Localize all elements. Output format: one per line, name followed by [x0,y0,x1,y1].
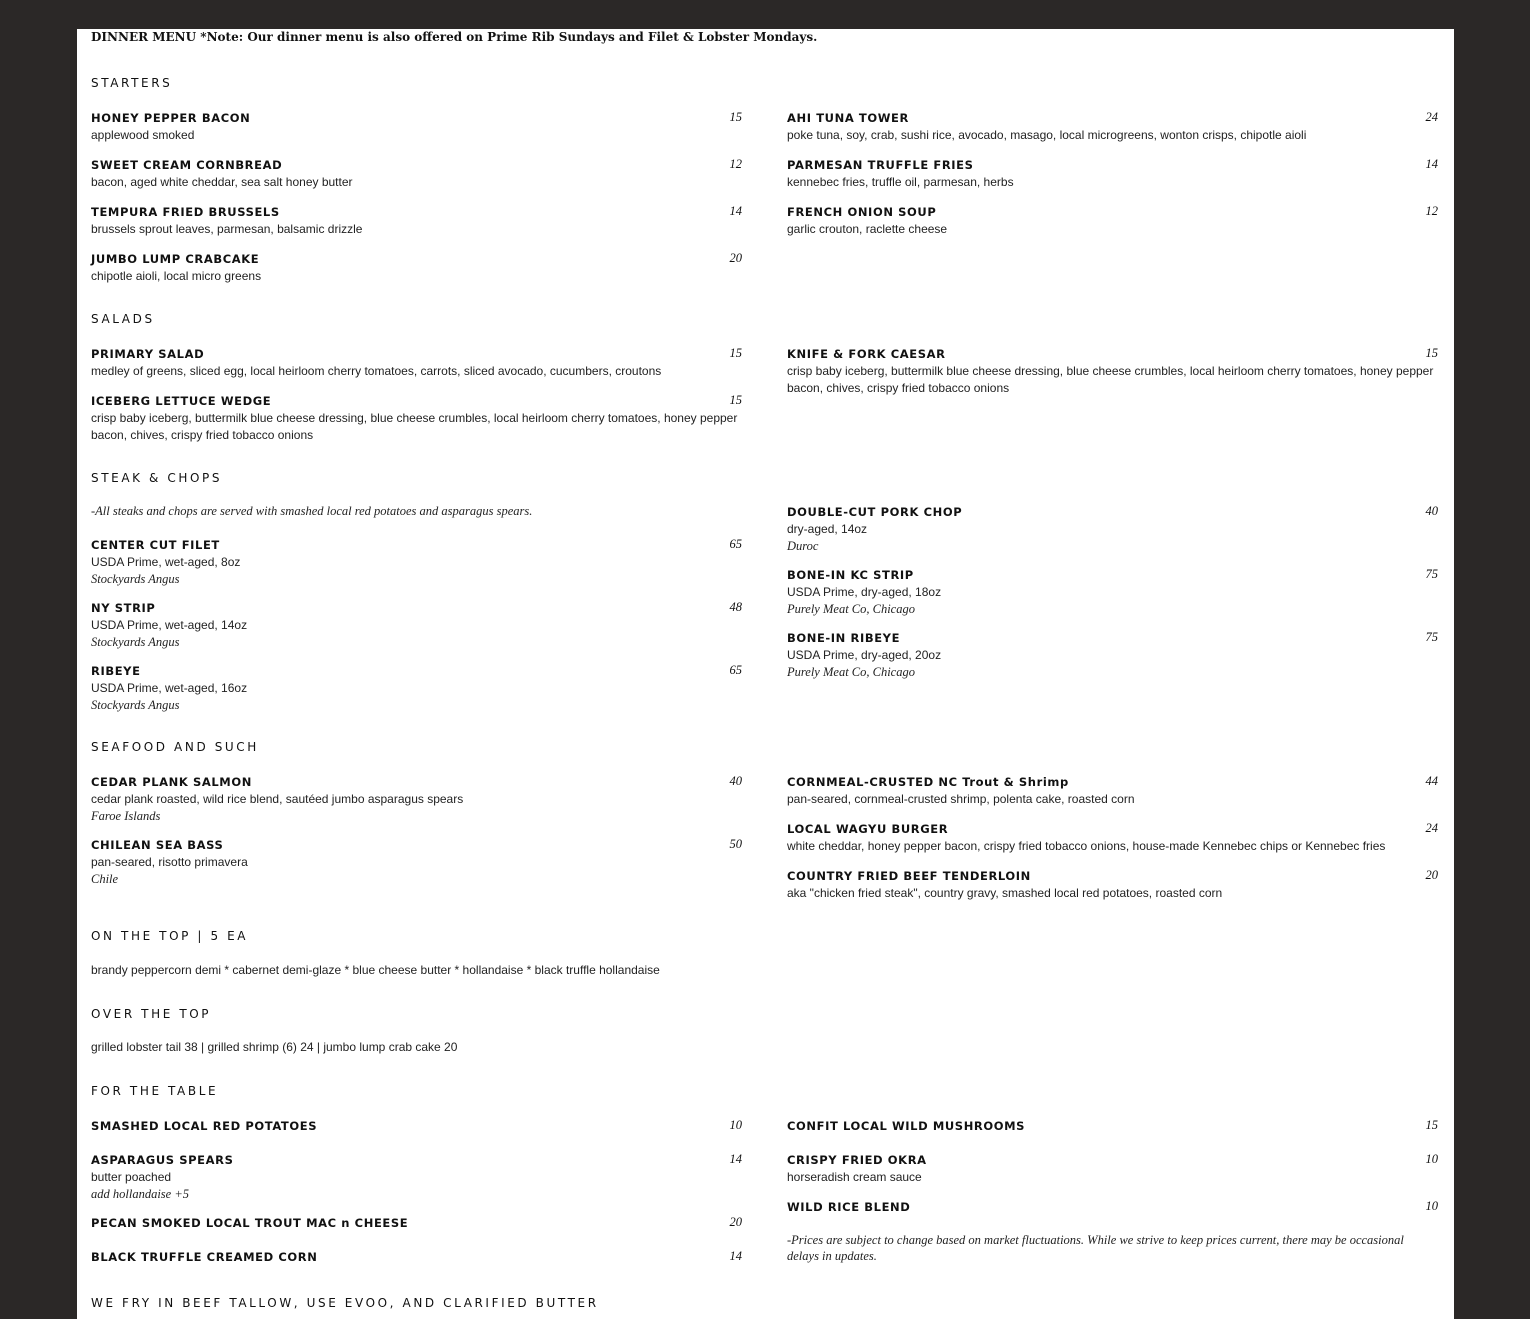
menu-item [91,774,742,824]
item-name: ICEBERG LETTUCE WEDGE [91,394,272,408]
section-title-for-the-table: FOR THE TABLE [91,1084,219,1098]
item-description: USDA Prime, wet-aged, 8oz [91,555,241,569]
item-name: HONEY PEPPER BACON [91,111,251,125]
item-price: 20 [729,1215,742,1229]
item-description: pan-seared, risotto primavera [91,855,248,869]
menu-item [91,251,742,285]
item-price: 20 [729,251,742,265]
item-name: CENTER CUT FILET [91,538,220,552]
menu-item [787,630,1438,680]
item-price: 40 [1425,504,1438,518]
item-description: USDA Prime, dry-aged, 20oz [787,648,942,662]
menu-item [787,110,1438,144]
menu-item [787,504,1438,554]
item-price: 44 [1425,774,1438,788]
item-name: SWEET CREAM CORNBREAD [91,158,283,172]
item-origin: Duroc [787,539,819,553]
menu-item [91,393,742,444]
item-description: chipotle aioli, local micro greens [91,269,262,283]
item-name: BONE-IN RIBEYE [787,631,901,645]
item-description: USDA Prime, dry-aged, 18oz [787,585,942,599]
item-description: crisp baby iceberg, buttermilk blue cheese dressing, blue cheese crumbles, local heirloom cherry tomatoes, honey pepper bacon, chives, crispy fried tobacco onions [91,411,738,442]
item-price: 15 [729,393,742,407]
item-name: CRISPY FRIED OKRA [787,1153,927,1167]
item-addon: add hollandaise +5 [91,1187,190,1201]
item-name: CHILEAN SEA BASS [91,838,224,852]
item-price: 10 [729,1118,742,1132]
item-origin: Purely Meat Co, Chicago [787,602,915,616]
item-description: crisp baby iceberg, buttermilk blue cheese dressing, blue cheese crumbles, local heirloom cherry tomatoes, honey pepper bacon, chives, crispy fried tobacco onions [787,364,1434,395]
item-name: FRENCH ONION SOUP [787,205,937,219]
steaks-note: -All steaks and chops are served with smashed local red potatoes and asparagus spears. [91,504,533,518]
item-price: 15 [1425,1118,1438,1132]
menu-item [91,1215,742,1232]
item-name: AHI TUNA TOWER [787,111,909,125]
item-price: 65 [729,537,742,551]
menu-item [787,157,1438,191]
menu-item [787,868,1438,902]
item-name: BONE-IN KC STRIP [787,568,914,582]
section-title-seafood: SEAFOOD AND SUCH [91,740,259,754]
item-name: PRIMARY SALAD [91,347,205,361]
item-name: PARMESAN TRUFFLE FRIES [787,158,974,172]
item-name: DOUBLE-CUT PORK CHOP [787,505,963,519]
item-price: 15 [1425,346,1438,360]
item-description: kennebec fries, truffle oil, parmesan, herbs [787,175,1014,189]
item-price: 40 [729,774,742,788]
item-price: 14 [729,1249,742,1263]
prices-disclaimer: -Prices are subject to change based on market fluctuations. While we strive to keep prices current, there may be occasional delays in updates. [787,1233,1404,1263]
item-price: 14 [729,1152,742,1166]
menu-page [77,29,1454,1319]
item-description: white cheddar, honey pepper bacon, crispy fried tobacco onions, house-made Kennebec chips or Kennebec fries [787,839,1386,853]
item-price: 10 [1425,1152,1438,1166]
item-origin: Stockyards Angus [91,635,180,649]
item-price: 14 [1425,157,1438,171]
section-title-salads: SALADS [91,312,155,326]
menu-item [91,1249,742,1266]
menu-item [787,1118,1438,1135]
item-name: WILD RICE BLEND [787,1200,911,1214]
item-price: 15 [729,110,742,124]
item-origin: Chile [91,872,119,886]
item-name: KNIFE & FORK CAESAR [787,347,946,361]
menu-item [787,821,1438,855]
over-the-top-text: grilled lobster tail 38 | grilled shrimp (6) 24 | jumbo lump crab cake 20 [91,1040,458,1054]
menu-item [91,663,742,713]
item-description: horseradish cream sauce [787,1170,922,1184]
item-description: aka "chicken fried steak", country gravy, smashed local red potatoes, roasted corn [787,886,1223,900]
section-title-steaks: STEAK & CHOPS [91,471,223,485]
menu-item [91,110,742,144]
item-name: JUMBO LUMP CRABCAKE [91,252,260,266]
item-name: SMASHED LOCAL RED POTATOES [91,1119,318,1133]
item-description: pan-seared, cornmeal-crusted shrimp, polenta cake, roasted corn [787,792,1135,806]
item-description: bacon, aged white cheddar, sea salt honey butter [91,175,353,189]
item-price: 10 [1425,1199,1438,1213]
menu-item [91,204,742,238]
item-price: 75 [1425,567,1438,581]
menu-item [787,567,1438,617]
item-description: medley of greens, sliced egg, local heirloom cherry tomatoes, carrots, sliced avocado, cucumbers, croutons [91,364,662,378]
menu-item [787,204,1438,238]
item-name: CEDAR PLANK SALMON [91,775,252,789]
item-price: 50 [729,837,742,851]
item-origin: Faroe Islands [91,809,161,823]
item-price: 12 [729,157,742,171]
menu-item [91,157,742,191]
section-title-footer: WE FRY IN BEEF TALLOW, USE EVOO, AND CLARIFIED BUTTER [91,1296,599,1310]
section-title-on-the-top: ON THE TOP | 5 EA [91,929,249,943]
item-name: LOCAL WAGYU BURGER [787,822,949,836]
item-price: 24 [1425,821,1438,835]
menu-item [91,1152,742,1202]
item-description: brussels sprout leaves, parmesan, balsamic drizzle [91,222,363,236]
item-name: TEMPURA FRIED BRUSSELS [91,205,280,219]
item-name: PECAN SMOKED LOCAL TROUT MAC n CHEESE [91,1216,409,1230]
item-name: CORNMEAL-CRUSTED NC Trout & Shrimp [787,775,1069,789]
item-price: 20 [1425,868,1438,882]
item-description: butter poached [91,1170,172,1184]
on-the-top-text: brandy peppercorn demi * cabernet demi-glaze * blue cheese butter * hollandaise * black truffle hollandaise [91,963,660,977]
item-name: ASPARAGUS SPEARS [91,1153,234,1167]
item-price: 15 [729,346,742,360]
item-price: 75 [1425,630,1438,644]
item-description: cedar plank roasted, wild rice blend, sautéed jumbo asparagus spears [91,792,464,806]
section-title-starters: STARTERS [91,76,173,90]
item-description: garlic crouton, raclette cheese [787,222,948,236]
item-description: dry-aged, 14oz [787,522,868,536]
menu-item [91,600,742,650]
menu-item [787,1152,1438,1186]
menu-item [91,537,742,587]
item-price: 12 [1425,204,1438,218]
menu-item [91,837,742,887]
item-price: 48 [729,600,742,614]
item-origin: Purely Meat Co, Chicago [787,665,915,679]
section-title-over-the-top: OVER THE TOP [91,1007,212,1021]
item-description: applewood smoked [91,128,195,142]
item-name: BLACK TRUFFLE CREAMED CORN [91,1250,318,1264]
item-name: NY STRIP [91,601,156,615]
item-description: USDA Prime, wet-aged, 14oz [91,618,248,632]
item-origin: Stockyards Angus [91,572,180,586]
menu-item [787,346,1438,397]
item-price: 14 [729,204,742,218]
item-origin: Stockyards Angus [91,698,180,712]
menu-header-note: DINNER MENU *Note: Our dinner menu is also offered on Prime Rib Sundays and Filet & Lobster Mondays. [91,30,818,44]
item-price: 65 [729,663,742,677]
item-price: 24 [1425,110,1438,124]
item-description: USDA Prime, wet-aged, 16oz [91,681,248,695]
menu-item [787,774,1438,808]
menu-item [787,1199,1438,1216]
item-name: COUNTRY FRIED BEEF TENDERLOIN [787,869,1031,883]
item-name: CONFIT LOCAL WILD MUSHROOMS [787,1119,1026,1133]
item-description: poke tuna, soy, crab, sushi rice, avocado, masago, local microgreens, wonton crisps, chipotle aioli [787,128,1307,142]
item-name: RIBEYE [91,664,141,678]
menu-item [91,346,742,380]
menu-item [91,1118,742,1135]
